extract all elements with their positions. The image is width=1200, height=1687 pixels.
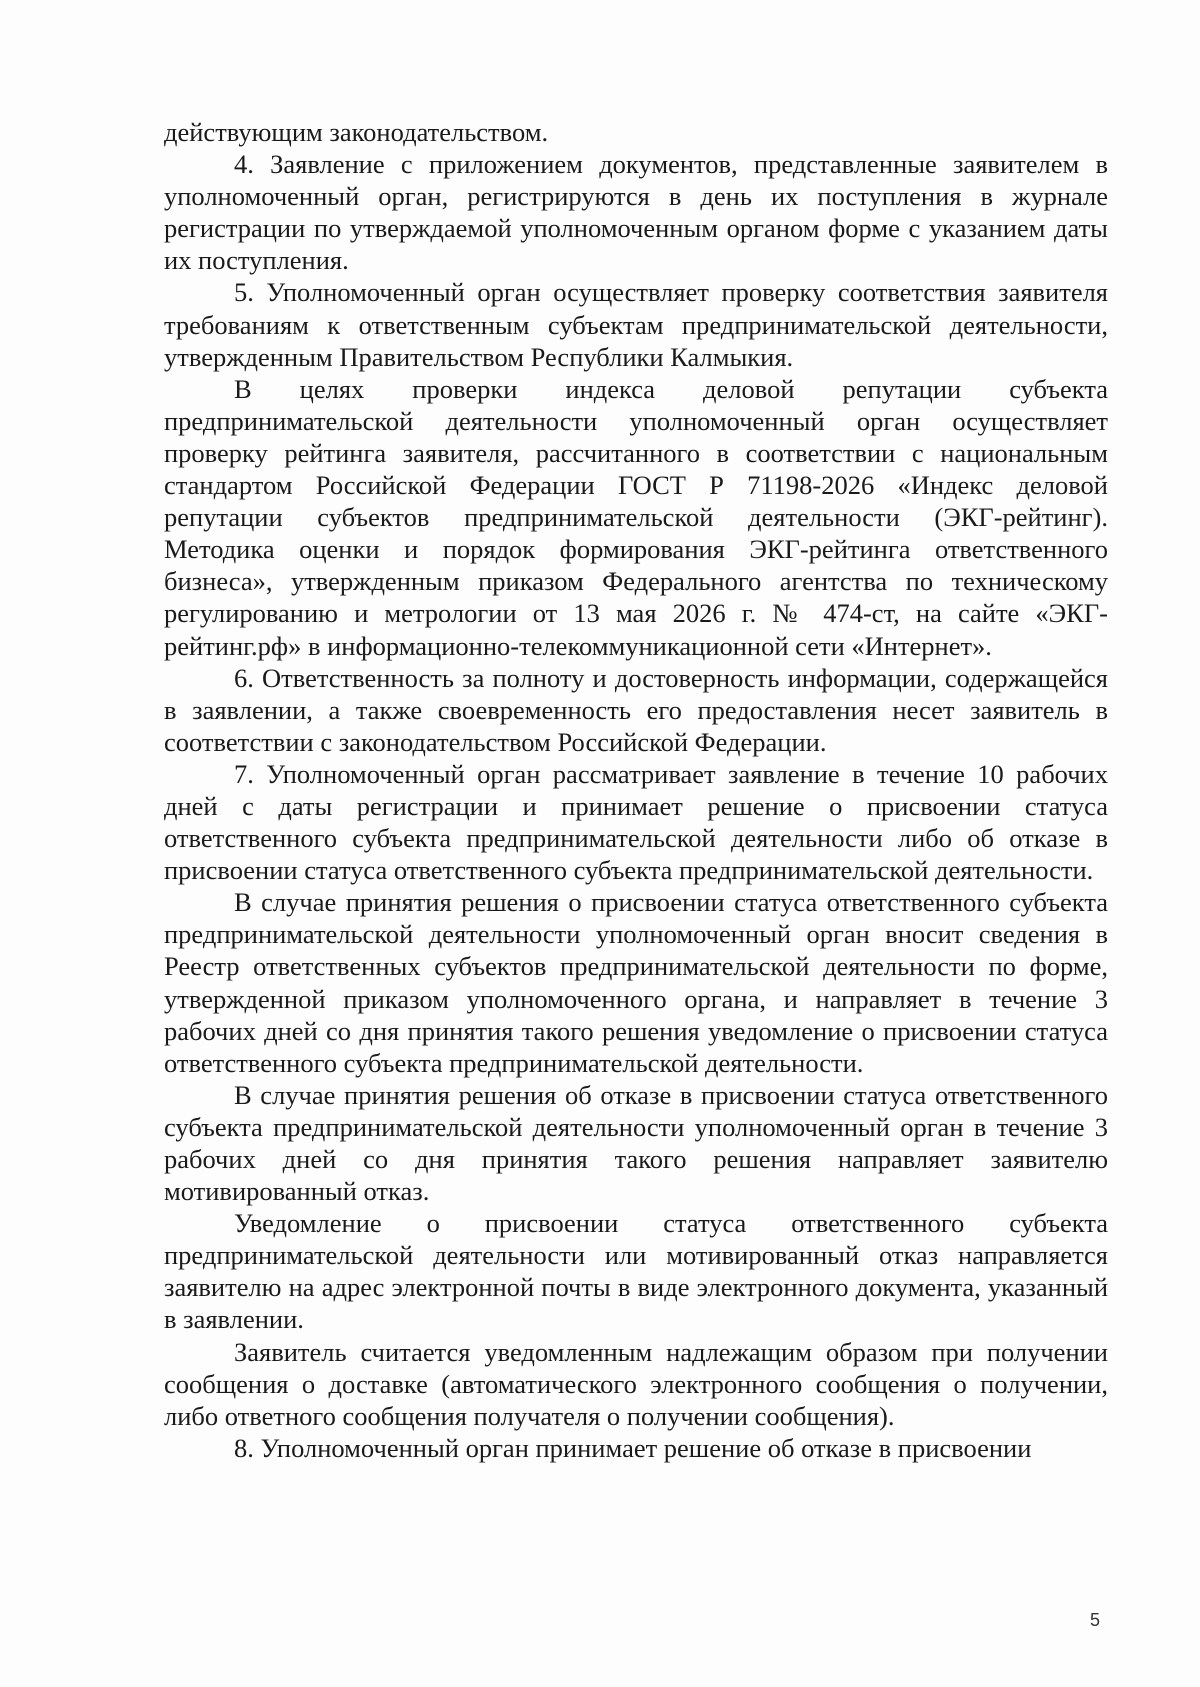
paragraph-item-5: 5. Уполномоченный орган осуществляет проверку соответствия заявителя требованиям к ответственным субъектам предпринимательской деятельности, утвержденным Правительством Республики Калмыкия. (164, 277, 1108, 372)
paragraph-item-7: 7. Уполномоченный орган рассматривает заявление в течение 10 рабочих дней с даты регистрации и принимает решение о присвоении статуса ответственного субъекта предпринимательской деятельности либо об отказе в присвоении статуса ответственного субъекта предпринимательской деятельности. (164, 758, 1108, 886)
paragraph-positive-decision: В случае принятия решения о присвоении статуса ответственного субъекта предпринимательской деятельности уполномоченный орган вносит сведения в Реестр ответственных субъектов предпринимательской деятельности по форме, утвержденной приказом уполномоченного органа, и направляет в течение 3 рабочих дней со дня принятия такого решения уведомление о присвоении статуса ответственного субъекта предпринимательской деятельности. (164, 887, 1108, 1078)
paragraph-item-8: 8. Уполномоченный орган принимает решение об отказе в присвоении (234, 1432, 1032, 1463)
paragraph-rating-check: В целях проверки индекса деловой репутации субъекта предпринимательской деятельности уполномоченный орган осуществляет проверку рейтинга заявителя, рассчитанного в соответствии с национальным стандартом Российской Федерации ГОСТ Р 71198-2026 «Индекс деловой репутации субъектов предпринимательской деятельности (ЭКГ-рейтинг). Методика оценки и порядок формирования ЭКГ-рейтинга ответственного бизнеса», утвержденным приказом Федерального агентства по техническому регулированию и метрологии от 13 мая 2026 г. № 474-ст, на сайте «ЭКГ-рейтинг.рф» в информационно-телекоммуникационной сети «Интернет». (164, 373, 1108, 661)
paragraph-item-4: 4. Заявление с приложением документов, представленные заявителем в уполномоченный орган, регистрируются в день их поступления в журнале регистрации по утверждаемой уполномоченным органом форме с указанием даты их поступления. (164, 149, 1108, 276)
document-body (164, 116, 1108, 1464)
paragraph-item-6: 6. Ответственность за полноту и достоверность информации, содержащейся в заявлении, а также своевременность его предоставления несет заявитель в соответствии с законодательством Российской Федерации. (164, 662, 1108, 757)
paragraph-applicant-notified: Заявитель считается уведомленным надлежащим образом при получении сообщения о доставке (автоматического электронного сообщения о получении, либо ответного сообщения получателя о получении сообщения). (164, 1336, 1108, 1431)
paragraph-refusal-decision: В случае принятия решения об отказе в присвоении статуса ответственного субъекта предпринимательской деятельности уполномоченный орган в течение 3 рабочих дней со дня принятия такого решения направляет заявителю мотивированный отказ. (164, 1079, 1108, 1207)
page-number: 5 (1090, 1610, 1101, 1630)
paragraph-notification: Уведомление о присвоении статуса ответственного субъекта предпринимательской деятельности или мотивированный отказ направляется заявителю на адрес электронной почты в виде электронного документа, указанный в заявлении. (164, 1208, 1108, 1335)
paragraph-continuation: действующим законодательством. (164, 117, 549, 147)
